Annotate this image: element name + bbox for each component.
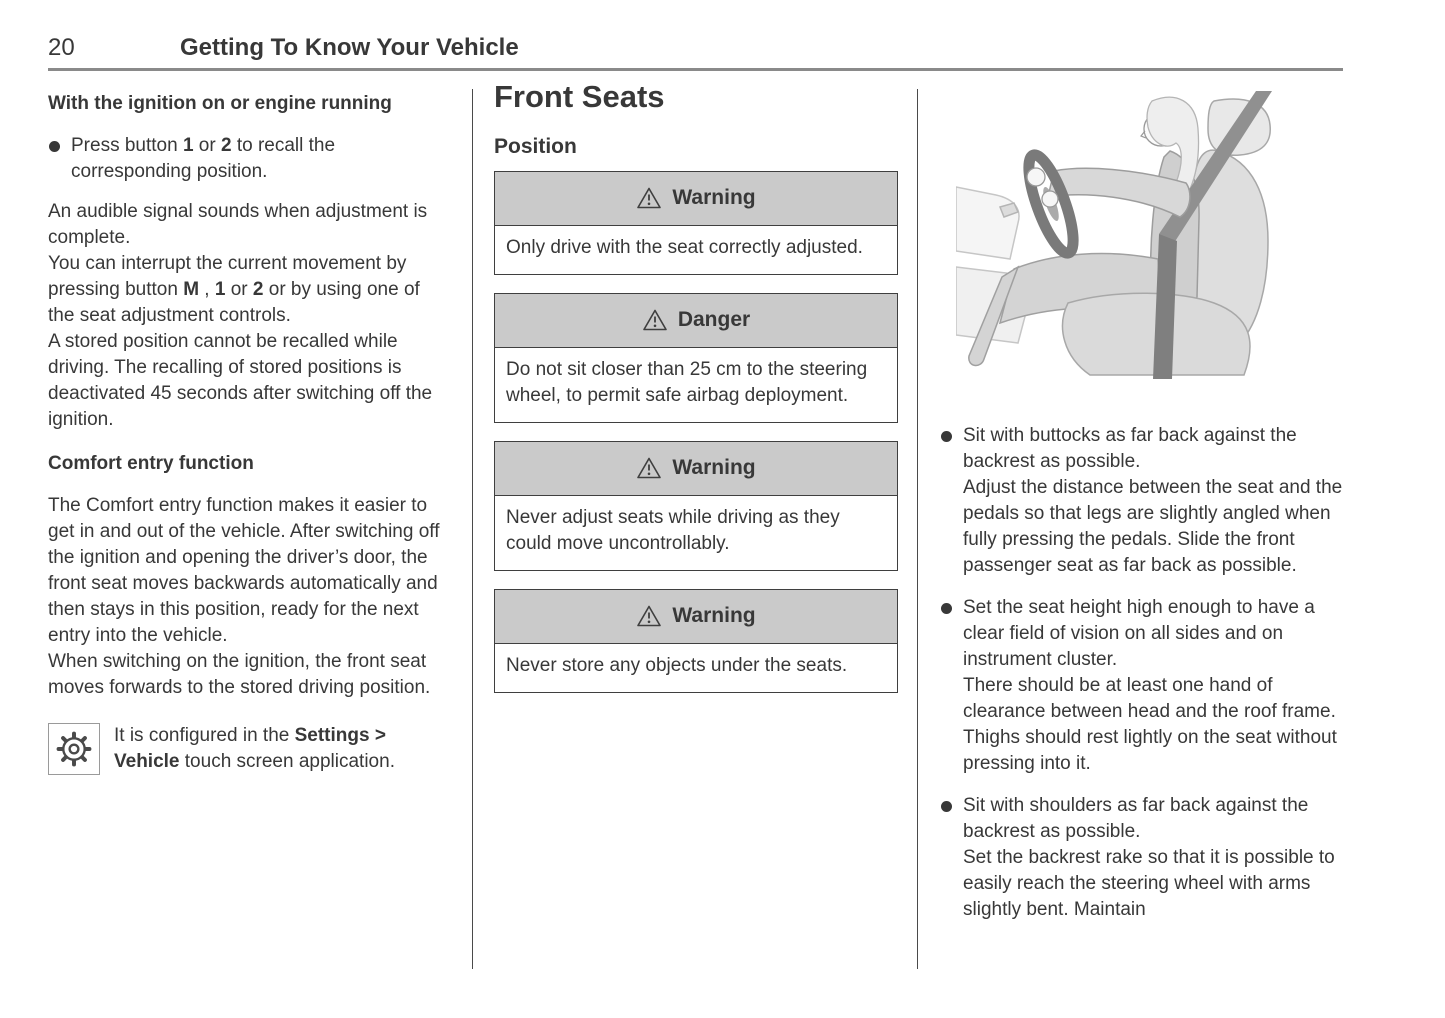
left-column [48,89,472,969]
settings-note-text: It is configured in the Settings > Vehicle touch screen application. [114,725,395,772]
page-header [48,0,1343,71]
warning-box-header [495,172,897,226]
warning-box-body: Never adjust seats while driving as they could move uncontrollably. [506,507,840,554]
danger-box-body: Do not sit closer than 25 cm to the steering wheel, to permit safe airbag deployment. [506,359,868,406]
paragraph-block [48,199,450,433]
warning-box-title: Warning [672,604,756,627]
warning-box-body: Only drive with the seat correctly adjusted. [506,237,863,258]
list-item [48,133,450,185]
bullet-text: Sit with shoulders as far back against the backrest as possible. Set the backrest rake so that it is possible to easily reach the steering wheel with arms slightly bent. Maintain [963,795,1335,920]
section-heading-comfort-entry: Comfort entry function [48,453,254,474]
bullet-dot-icon [941,431,952,442]
list-item [940,595,1351,777]
gear-icon [48,723,100,775]
paragraph-block [48,493,450,701]
warning-box-title: Warning [672,456,756,479]
list-item [940,793,1351,923]
danger-box-header [495,294,897,348]
warning-box [494,589,898,693]
paragraph: You can interrupt the current movement by pressing button M , 1 or 2 or by using one of the seat adjustment controls. [48,253,420,326]
warning-box [494,441,898,571]
bullet-text: Sit with buttocks as far back against the backrest as possible. Adjust the distance between the seat and the pedals so that legs are slightly angled when fully pressing the pedals. Slide the front passenger seat as far back as possible. [963,425,1343,576]
paragraph: The Comfort entry function makes it easier to get in and out of the vehicle. After switching off the ignition and opening the driver’s door, the front seat moves backwards automatically and then stays in this position, ready for the next entry into the vehicle. [48,495,440,646]
warning-box-header [495,590,897,644]
paragraph: When switching on the ignition, the front seat moves forwards to the stored driving position. [48,651,431,698]
content-columns [48,79,1445,969]
danger-box [494,293,898,423]
warning-box [494,171,898,275]
warning-box-header [495,442,897,496]
page-number: 20 [48,34,75,61]
subsection-title-position: Position [494,135,577,158]
page-title: Getting To Know Your Vehicle [180,34,519,61]
page-section-title: Front Seats [494,79,665,114]
warning-box-title: Warning [672,186,756,209]
paragraph: An audible signal sounds when adjustment is complete. [48,201,428,248]
warning-triangle-icon [642,308,668,332]
warning-box-body: Never store any objects under the seats. [506,655,848,676]
middle-column [472,79,917,969]
list-item [940,423,1351,579]
paragraph: A stored position cannot be recalled while driving. The recalling of stored positions is deactivated 45 seconds after switching off the ignition. [48,331,433,430]
driver-seating-position-illustration [956,91,1316,379]
bullet-dot-icon [941,801,952,812]
warning-triangle-icon [636,186,662,210]
danger-box-title: Danger [677,308,751,331]
right-column [917,89,1351,969]
bullet-text: Set the seat height high enough to have a clear field of vision on all sides and on instrument cluster. There should be at least one hand of clearance between head and the roof frame. Thighs should rest lightly on the seat without pressing into it. [963,597,1337,774]
section-heading-ignition: With the ignition on or engine running [48,93,392,114]
bullet-text: Press button 1 or 2 to recall the corresponding position. [71,135,336,182]
warning-triangle-icon [636,604,662,628]
bullet-dot-icon [49,141,60,152]
warning-triangle-icon [636,456,662,480]
bullet-dot-icon [941,603,952,614]
settings-note [48,723,450,775]
